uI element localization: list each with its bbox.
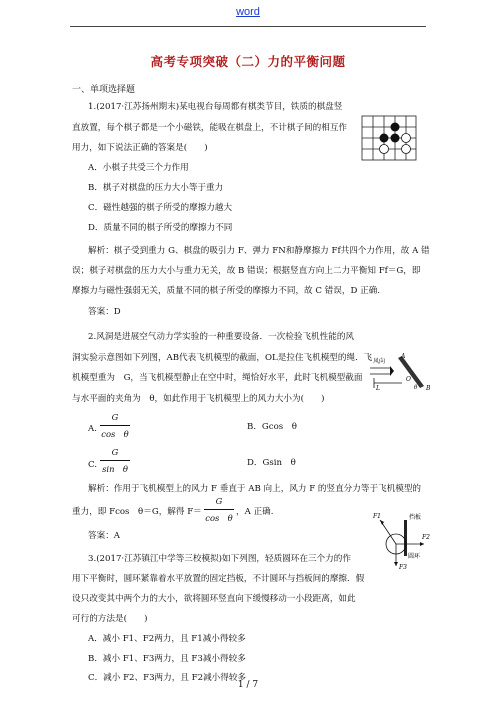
- point-a-label: A: [401, 353, 406, 360]
- wind-direction-label: 风向: [373, 358, 386, 365]
- black-stone: [391, 134, 400, 143]
- q3-line-3: 设只改变其中两个力的大小，欲将圆环竖直向下缓慢移动一小段距离，如此: [72, 594, 356, 604]
- q3-line-4: 可行的方法是( ): [72, 614, 148, 624]
- q2-line-1: 2.风洞是进展空气动力学实验的一种重要设备．一次检验飞机性能的风: [88, 332, 355, 342]
- q3-option-b: B．减小 F1、F3两力，且 F3减小得较多: [88, 654, 246, 664]
- section-heading: 一、单项选择题: [72, 85, 136, 95]
- black-stone: [380, 134, 389, 143]
- q2-line-3: 机模型重为 G，当飞机模型静止在空中时，绳恰好水平，此时飞机模型截面: [72, 373, 363, 383]
- q2-option-a-label: A.: [88, 424, 97, 434]
- q3-option-a: A．减小 F1、F2两力，且 F1减小得较多: [88, 634, 246, 644]
- board-label: 挡板: [409, 514, 422, 521]
- q1-line-2: 直放置，每个棋子都是一个小磁铁，能吸在棋盘上，不计棋子间的相互作: [72, 123, 348, 133]
- q3-line-1: 3.(2017·江苏镇江中学等三校模拟)如下列图，轻质圆环在三个力的作: [88, 554, 351, 564]
- white-stone: [380, 145, 389, 154]
- q2-option-c-fraction: G sin θ: [100, 447, 130, 475]
- q3-option-c: C．减小 F2、F3两力，且 F2减小得较多: [88, 673, 247, 683]
- point-b-label: B: [426, 385, 431, 392]
- q2-option-b: B．Gcos θ: [247, 422, 297, 432]
- q1-option-b: B．棋子对棋盘的压力大小等于重力: [88, 183, 224, 193]
- ring-label: 圆环: [408, 553, 421, 560]
- q2-answer: 答案：A: [88, 531, 120, 541]
- header-word-link[interactable]: word: [236, 6, 260, 18]
- q2-line-4: 与水平面的夹角为 θ，如此作用于飞机模型上的风力大小为( ): [72, 394, 325, 404]
- theta-label: θ: [414, 385, 418, 391]
- f2-label: F2: [422, 534, 430, 541]
- q2-option-a-fraction: G cos θ: [101, 412, 129, 439]
- q1-option-a: A．小棋子共受三个力作用: [88, 163, 189, 173]
- white-stone: [402, 134, 411, 143]
- q1-explanation-2: 误；棋子对棋盘的压力大小与重力无关，故 B 错误；根据竖直方向上二力平衡知 Ff＝G，即: [72, 266, 421, 276]
- q2-explanation-1: 解析：作用于飞机模型上的风力 F 垂直于 AB 向上，风力 F 的竖直分力等于飞机模型的: [88, 484, 422, 494]
- black-stone: [391, 123, 400, 132]
- q2-option-c-label: C.: [88, 460, 98, 470]
- ring-force-figure: [370, 508, 434, 570]
- point-o-label: O: [406, 376, 411, 383]
- q3-line-2: 用下平衡时，圆环紧靠着水平放置的固定挡板，不计圆环与挡板间的摩擦．假: [72, 574, 365, 584]
- q2-option-d: D．Gsin θ: [247, 458, 296, 468]
- f3-label: F3: [399, 564, 407, 570]
- go-board-figure: [358, 112, 420, 164]
- q1-line-3: 用力，如下说法正确的答案是( ): [72, 143, 208, 153]
- q1-line-1: 1.(2017·江苏扬州期末)某电视台每周都有棋类节目，铁质的棋盘竖: [88, 102, 343, 112]
- page-title: 高考专项突破（二）力的平衡问题: [150, 54, 346, 69]
- q2-explanation-2-post: ，A 正确.: [236, 507, 274, 517]
- q2-explanation-fraction: G cos θ: [205, 496, 233, 523]
- q1-explanation-3: 摩擦力与磁性强弱无关，质量不同的棋子所受的摩擦力不同，故 C 错误，D 正确.: [72, 286, 380, 296]
- q2-explanation-2-pre: 重力，即 Fcos θ＝G，解得 F＝: [72, 507, 202, 517]
- page-number: 1 / 7: [237, 680, 259, 690]
- q1-answer: 答案：D: [88, 307, 121, 317]
- q2-line-2: 洞实验示意图如下列图，AB代表飞机模型的截面，OL是拉住飞机模型的绳．飞: [72, 353, 373, 363]
- q1-option-d: D．质量不同的棋子所受的摩擦力不同: [88, 223, 233, 233]
- wind-tunnel-figure: [368, 352, 432, 392]
- q1-explanation-1: 解析：棋子受到重力 G、棋盘的吸引力 F、弹力 FN和静摩擦力 Ff共四个力作用，故 A 错: [88, 246, 430, 256]
- q1-option-c: C．磁性越强的棋子所受的摩擦力越大: [88, 203, 233, 213]
- white-stone: [402, 145, 411, 154]
- point-l-label: L: [376, 385, 380, 392]
- f1-label: F1: [373, 513, 381, 520]
